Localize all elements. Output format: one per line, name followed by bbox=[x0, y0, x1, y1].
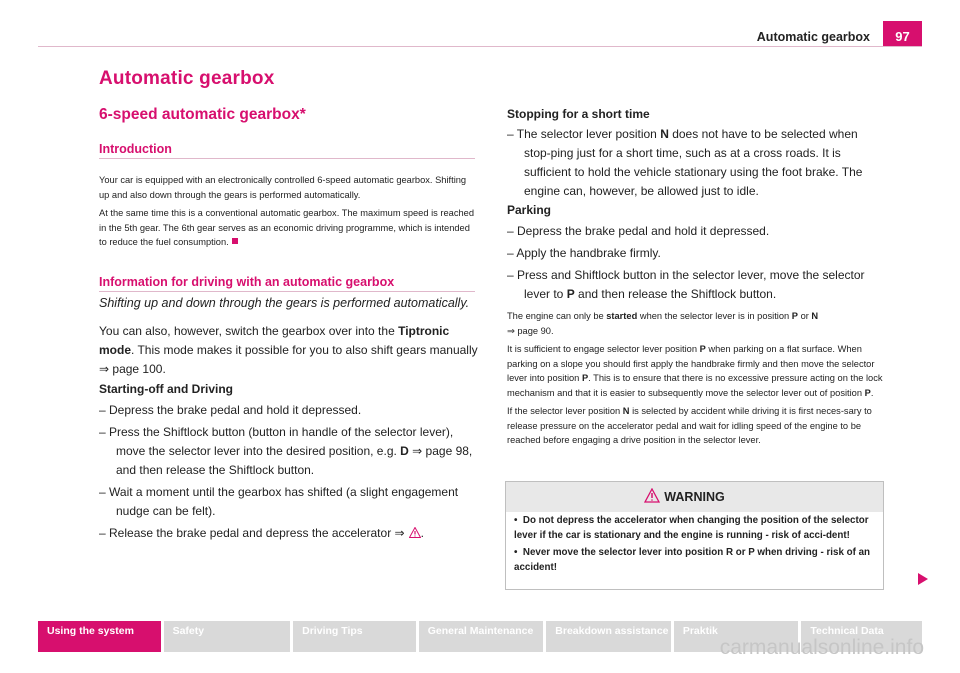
note-paragraph bbox=[507, 404, 885, 448]
starting-list bbox=[99, 401, 479, 546]
tab-using-the-system[interactable]: Using the system bbox=[38, 621, 161, 652]
intro-heading: Introduction bbox=[99, 142, 475, 159]
tab-breakdown-assistance[interactable]: Breakdown assistance bbox=[546, 621, 671, 652]
end-of-section-icon bbox=[232, 238, 238, 244]
started-term: started bbox=[606, 311, 638, 321]
intro-text bbox=[99, 173, 477, 250]
list-item bbox=[99, 423, 479, 480]
info-text-a: You can also, however, switch the gearbox over into the bbox=[99, 324, 399, 338]
page-ref-98[interactable]: ⇒ page 98, bbox=[408, 444, 473, 458]
note-text: when the selector lever is in position bbox=[637, 311, 792, 321]
list-item bbox=[507, 125, 885, 201]
intro-paragraph-1: Your car is equipped with an electronically controlled 6-speed automatic gearbox. Shifting up and also down through the gears is performed automatically. bbox=[99, 175, 467, 200]
list-item-text: – Press and Shiftlock button in the selector lever, move the selector lever to bbox=[507, 268, 865, 301]
note-text: . This is to ensure that there is no excessive pressure acting on the lock mechanism and that it is easier to subsequently move the selector lever out of position bbox=[507, 373, 883, 398]
list-item: – Release the brake pedal and depress the accelerator ⇒ . bbox=[99, 526, 424, 540]
list-item bbox=[507, 266, 885, 304]
warning-text bbox=[514, 514, 876, 578]
tiptronic-mode-term: Tiptronic mode bbox=[99, 324, 450, 357]
tab-driving-tips[interactable]: Driving Tips bbox=[293, 621, 416, 652]
gear-n-term: N bbox=[622, 406, 630, 416]
gear-p-term: P bbox=[566, 287, 575, 301]
warning-item: • Do not depress the accelerator when changing the position of the selector lever if the car is stationary and the engine is running - risk of acci-dent! bbox=[514, 515, 869, 541]
warning-item-text: Do not depress the accelerator when changing the position of the selector lever if the car is stationary and the engine is running - risk of acci-dent! bbox=[514, 515, 869, 541]
page-number: 97 bbox=[883, 21, 922, 47]
next-page-arrow-icon[interactable] bbox=[918, 573, 928, 585]
tab-technical-data[interactable]: Technical Data bbox=[801, 621, 922, 652]
list-item: – Depress the brake pedal and hold it depressed. bbox=[507, 224, 770, 238]
note-text: or bbox=[797, 311, 812, 321]
intro-paragraph-2-text: At the same time this is a conventional automatic gearbox. The maximum speed is reached in the 5th gear. The 6th gear serves as an economic driving programme, which is intended to reduce the fuel consumption. bbox=[99, 208, 474, 247]
section-title: 6-speed automatic gearbox* bbox=[99, 106, 306, 123]
warning-title: WARNING bbox=[664, 490, 725, 504]
gear-p-term: P bbox=[581, 373, 589, 383]
gear-p-term: P bbox=[864, 387, 871, 398]
note-text: . bbox=[870, 387, 874, 398]
list-item: – Apply the handbrake firmly. bbox=[507, 246, 661, 260]
note-text: It is sufficient to engage selector lever position bbox=[507, 344, 700, 354]
list-item: – Depress the brake pedal and hold it depressed. bbox=[99, 403, 362, 417]
page-ref-90[interactable]: ⇒ page 90. bbox=[507, 325, 554, 336]
tab-general-maintenance[interactable]: General Maintenance bbox=[419, 621, 544, 652]
note-text: when parking on a flat surface. When parking on a slope you should first apply the handbrake firmly and then move the selector lever into position bbox=[507, 344, 875, 383]
header-divider bbox=[38, 46, 922, 47]
watermark: carmanualsonline.info bbox=[719, 636, 924, 659]
starting-heading: Starting-off and Driving bbox=[99, 382, 233, 396]
note-paragraph bbox=[507, 309, 885, 338]
tab-safety[interactable]: Safety bbox=[164, 621, 291, 652]
info-paragraph bbox=[99, 322, 481, 379]
warning-item: • Never move the selector lever into position R or P when driving - risk of an accident! bbox=[514, 547, 871, 573]
running-header-title: Automatic gearbox bbox=[756, 30, 870, 44]
info-lead: Shifting up and down through the gears is performed automatically. bbox=[99, 296, 470, 310]
note-text: is selected by accident while driving it is first neces-sary to release pressure on the accelerator pedal and wait for idling speed of the engine to be reached before engaging a drive position in the selector lever. bbox=[507, 406, 872, 445]
chapter-title: Automatic gearbox bbox=[99, 68, 275, 89]
intro-paragraph-2 bbox=[99, 206, 477, 250]
gear-p-term: P bbox=[791, 311, 798, 321]
gear-n-term: N bbox=[811, 311, 819, 321]
list-item: – Wait a moment until the gearbox has shifted (a slight engagement nudge can be felt). bbox=[99, 485, 459, 518]
warning-triangle-icon[interactable] bbox=[409, 527, 421, 538]
parking-heading: Parking bbox=[507, 203, 552, 217]
notes bbox=[507, 309, 885, 448]
list-item-text: does not have to be selected when stop-ping just for a short time, such as at a cross roads. It is sufficient to hold the vehicle stationary using the foot brake. The engine can, however, be allowed just to idle. bbox=[524, 127, 863, 198]
list-item-text: – Release the brake pedal and depress the accelerator ⇒ bbox=[99, 526, 405, 540]
tab-praktik[interactable]: Praktik bbox=[674, 621, 799, 652]
stopping-heading: Stopping for a short time bbox=[507, 107, 650, 121]
note-text: The engine can only be bbox=[507, 311, 607, 321]
stopping-list bbox=[507, 125, 885, 204]
list-item-text: and then release the Shiftlock button. bbox=[574, 287, 777, 301]
info-heading: Information for driving with an automatic gearbox bbox=[99, 275, 475, 292]
info-text-b: . This mode makes it possible for you to also shift gears manually bbox=[131, 343, 478, 357]
warning-box bbox=[505, 481, 884, 590]
list-item-text: – Press the Shiftlock button (button in handle of the selector lever), move the selector lever into the desired position, e.g. bbox=[99, 425, 454, 458]
note-paragraph bbox=[507, 342, 885, 400]
page-ref-100[interactable]: ⇒ page 100. bbox=[99, 362, 166, 376]
gear-p-term: P bbox=[699, 344, 706, 354]
list-item-text: and then release the Shiftlock button. bbox=[116, 463, 315, 477]
list-item-text: – The selector lever position bbox=[507, 127, 661, 141]
parking-list bbox=[507, 222, 885, 307]
gear-d-term: D bbox=[400, 444, 409, 458]
warning-item-text: Never move the selector lever into position R or P when driving - risk of an accident! bbox=[514, 547, 871, 573]
gear-n-term: N bbox=[660, 127, 669, 141]
note-text: If the selector lever position bbox=[507, 406, 623, 416]
